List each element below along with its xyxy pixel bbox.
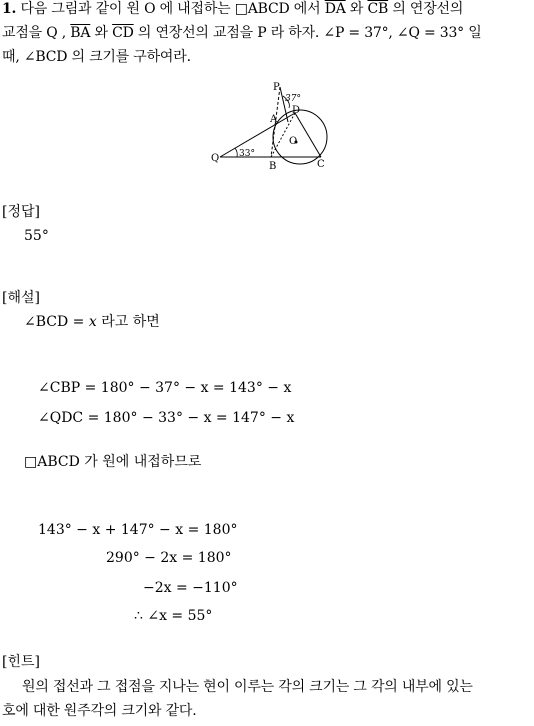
answer-header: [정답] [2,204,40,220]
label-angle-p: 37° [285,94,301,104]
equation-sum: 143° − x + 147° − x = 180° [38,522,238,538]
circle-o [273,110,327,164]
equation-qdc: ∠QDC = 180° − 33° − x = 147° − x [38,410,295,426]
problem-text-2a: 교점을 Q , [2,25,71,41]
hint-header: [힌트] [2,654,40,670]
problem-number: 1. [2,1,17,17]
label-a: A [270,114,278,125]
problem-text-2c: 의 연장선의 교점을 P 라 하자. ∠P = 37°, ∠Q = 33° 일 [133,25,482,41]
segment-da: $\overline{DA}$ [324,1,346,17]
problem-line-3 [2,43,191,72]
equation-solve: −2x = −110° [143,580,238,596]
problem-text-1a: 다음 그림과 같이 원 O 에 내접하는 □ABCD 에서 [20,1,325,17]
problem-text-3: 때, ∠BCD 의 크기를 구하여라. [2,49,191,65]
line-pa [280,87,288,122]
angle-arc-q [235,148,237,157]
label-b: B [269,161,277,172]
segment-cb: $\overline{CB}$ [367,1,389,17]
answer-value: 55° [24,228,49,244]
problem-text-1b: 와 [345,1,368,17]
problem-text-1c: 의 연장선의 [388,1,464,17]
label-p: P [273,82,280,93]
solution-header: [해설] [2,290,40,306]
segment-cd: $\overline{CD}$ [112,25,134,41]
label-d: D [292,105,301,116]
label-o: O [289,136,298,147]
label-c: C [317,159,325,170]
line-qd [220,113,298,157]
equation-result: ∴ ∠x = 55° [134,608,213,624]
equation-simplified: 290° − 2x = 180° [106,550,232,566]
line-dc [295,113,321,157]
geometry-figure [205,82,335,177]
solution-text-1a: ∠BCD = [24,314,89,330]
hint-line-1: 원의 접선과 그 접점을 지나는 현이 이루는 각의 크기는 그 각의 내부에 있는 [22,679,473,695]
hint-line-2: 호에 대한 원주각의 크기와 같다. [2,703,197,719]
label-q: Q [211,153,220,164]
solution-line-2: □ABCD 가 원에 내접하므로 [24,454,202,470]
equation-cbp: ∠CBP = 180° − 37° − x = 143° − x [38,380,292,396]
segment-ba: $\overline{BA}$ [70,25,91,41]
problem-text-2b: 와 [90,25,113,41]
label-angle-q: 33° [239,149,255,159]
solution-var-x: x [88,314,97,330]
solution-text-1b: 라고 하면 [96,314,160,330]
solution-line-1 [24,308,160,337]
